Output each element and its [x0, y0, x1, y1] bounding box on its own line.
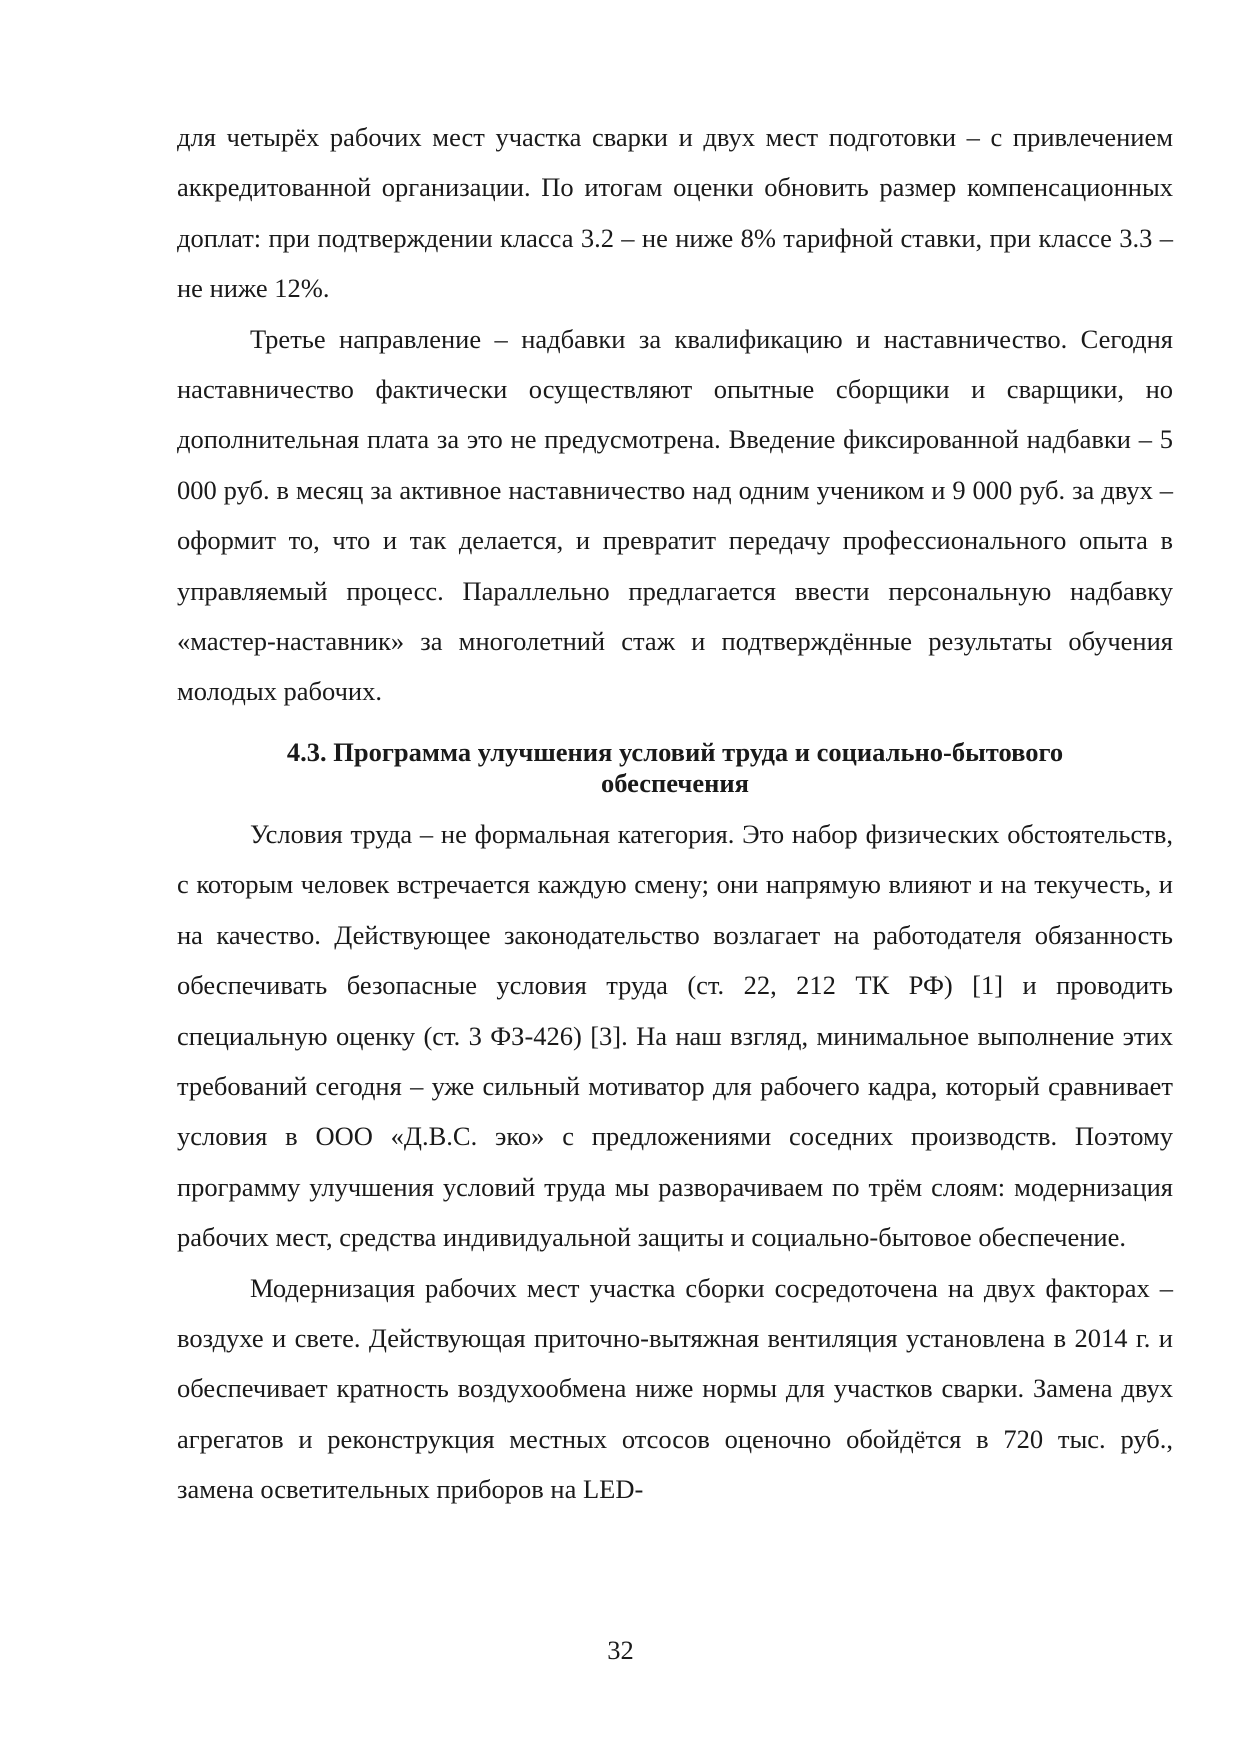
document-page	[177, 112, 1173, 1515]
paragraph-qualification-bonus: Третье направление – надбавки за квалификацию и наставничество. Сегодня наставничество фактически осуществляют опытные сборщики и сварщики, но дополнительная плата за это не предусмотрена. Введение фиксированной надбавки – 5 000 руб. в месяц за активное наставничество над одним учеником и 9 000 руб. за двух – оформит то, что и так делается, и превратит передачу профессионального опыта в управляемый процесс. Параллельно предлагается ввести персональную надбавку «мастер-наставник» за многолетний стаж и подтверждённые результаты обучения молодых рабочих.	[177, 323, 1173, 707]
section-heading-line-2: обеспечения	[601, 767, 749, 798]
section-heading-line-1: 4.3. Программа улучшения условий труда и социально-бытового	[286, 736, 1064, 767]
paragraph-working-conditions: Условия труда – не формальная категория. Это набор физических обстоятельств, с которым человек встречается каждую смену; они напрямую влияют и на текучесть, и на качество. Действующее законодательство возлагает на работодателя обязанность обеспечивать безопасные условия труда (ст. 22, 212 ТК РФ) [1] и проводить специальную оценку (ст. 3 ФЗ-426) [3]. На наш взгляд, минимальное выполнение этих требований сегодня – уже сильный мотиватор для рабочего кадра, который сравнивает условия в ООО «Д.В.С. эко» с предложениями соседних производств. Поэтому программу улучшения условий труда мы разворачиваем по трём слоям: модернизация рабочих мест, средства индивидуальной защиты и социально-бытовое обеспечение.	[177, 818, 1173, 1253]
section-heading	[177, 717, 1173, 809]
paragraph-workplace-modernization: Модернизация рабочих мест участка сборки сосредоточена на двух факторах – воздухе и свете. Действующая приточно-вытяжная вентиляция установлена в 2014 г. и обеспечивает кратность воздухообмена ниже нормы для участков сварки. Замена двух агрегатов и реконструкция местных отсосов оценочно обойдётся в 720 тыс. руб., замена осветительных приборов на LED-	[177, 1272, 1173, 1505]
paragraph-continuation: для четырёх рабочих мест участка сварки и двух мест подготовки – с привлечением аккредитованной организации. По итогам оценки обновить размер компенсационных доплат: при подтверждении класса 3.2 – не ниже 8% тарифной ставки, при классе 3.3 – не ниже 12%.	[177, 122, 1173, 304]
page-number: 32	[607, 1635, 634, 1665]
